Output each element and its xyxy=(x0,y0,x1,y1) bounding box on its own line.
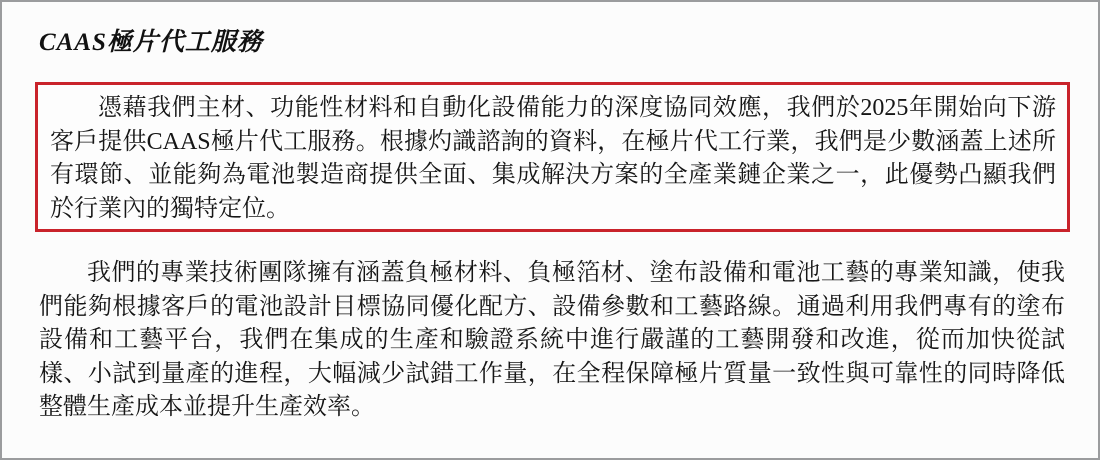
highlighted-text-box xyxy=(35,82,1070,232)
section-title: CAAS極片代工服務 xyxy=(39,29,263,56)
body-paragraph: 我們的專業技術團隊擁有涵蓋負極材料、負極箔材、塗布設備和電池工藝的專業知識，使我們能夠根據客戶的電池設計目標協同優化配方、設備參數和工藝路線。通過利用我們專有的塗布設備和工藝平台，我們在集成的生產和驗證系統中進行嚴謹的工藝開發和改進，從而加快從試樣、小試到量產的進程，大幅減少試錯工作量，在全程保障極片質量一致性與可靠性的同時降低整體生產成本並提升生產效率。 xyxy=(39,260,1065,420)
highlighted-paragraph: 憑藉我們主材、功能性材料和自動化設備能力的深度協同效應，我們於2025年開始向下游客戶提供CAAS極片代工服務。根據灼識諮詢的資料，在極片代工行業，我們是少數涵蓋上述所有環節、並能夠為電池製造商提供全面、集成解決方案的全產業鏈企業之一，此優勢凸顯我們於行業內的獨特定位。 xyxy=(50,95,1056,222)
